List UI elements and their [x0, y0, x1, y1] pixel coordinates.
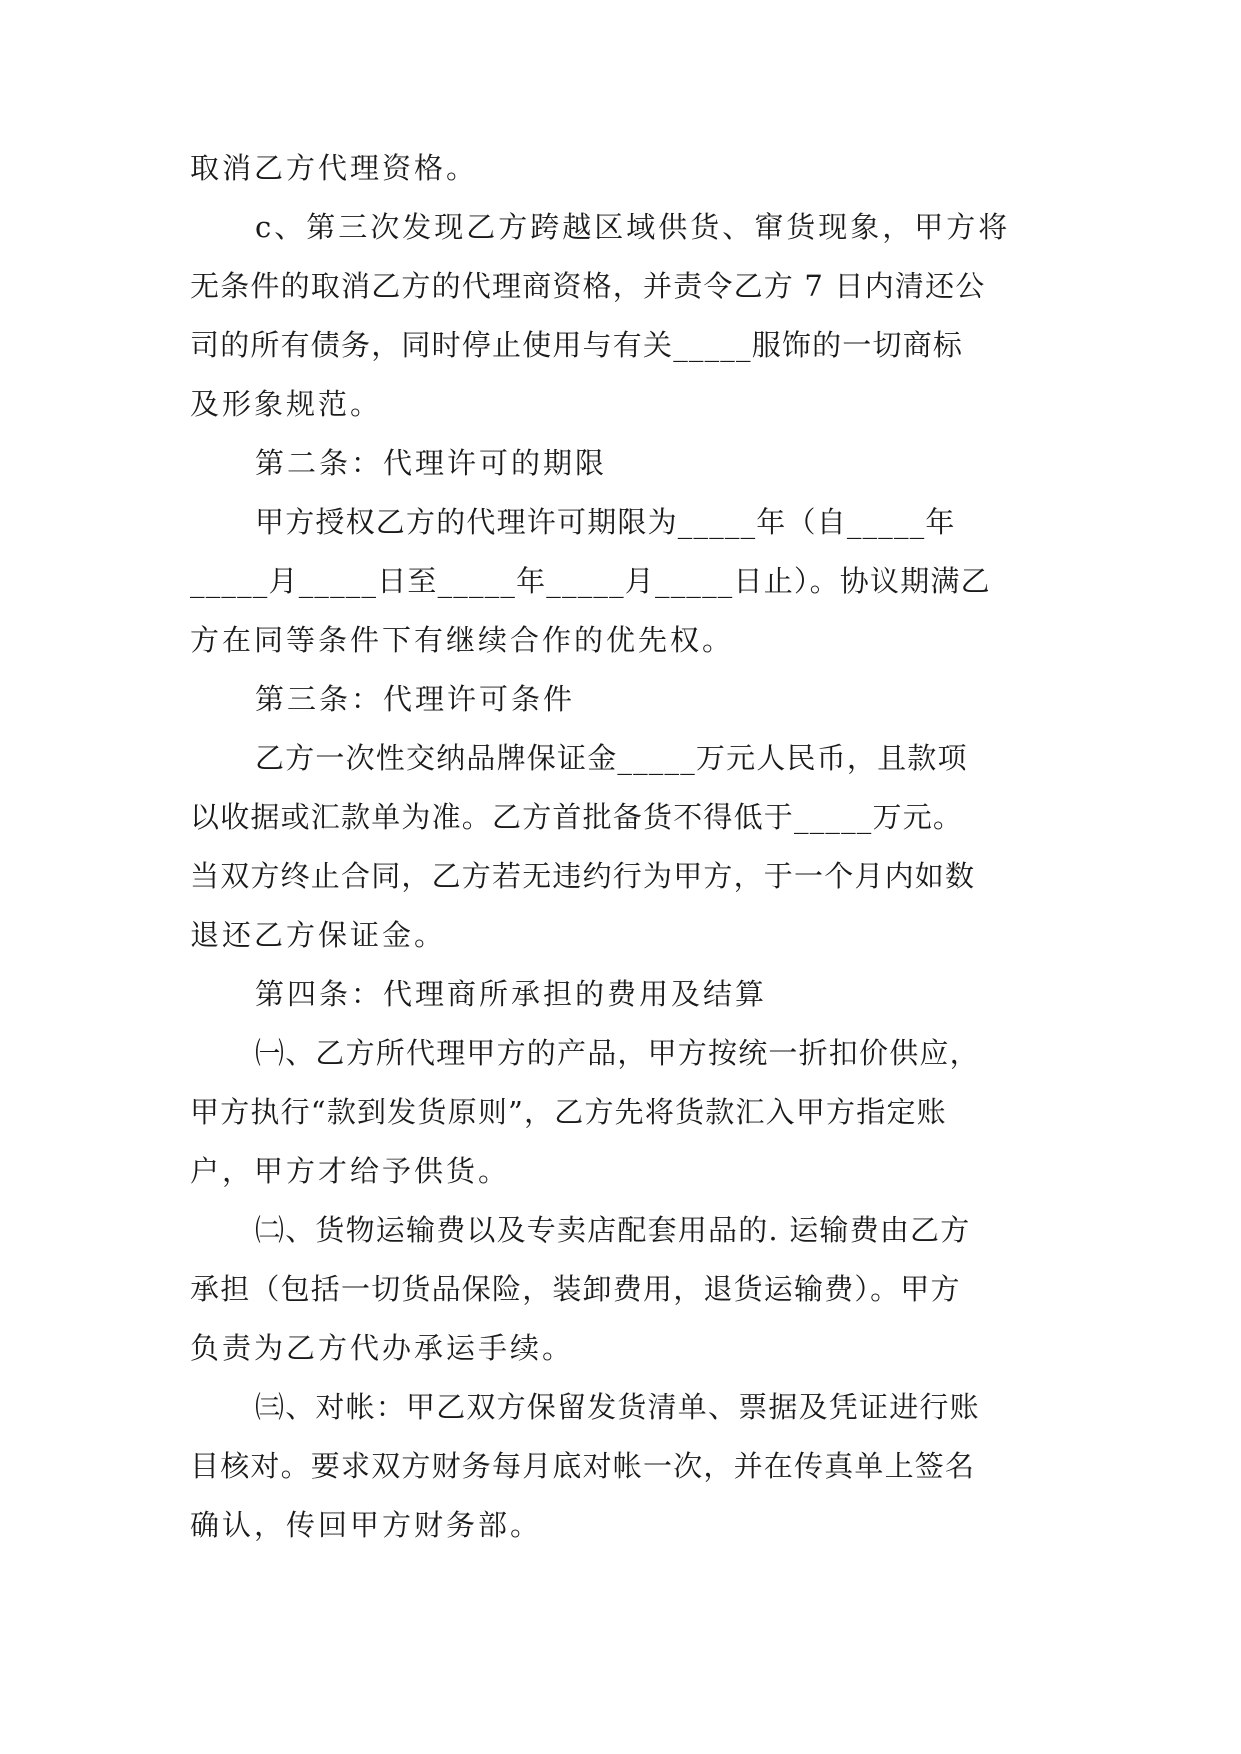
text-line: 方在同等条件下有继续合作的优先权。 [190, 623, 735, 657]
text-line: 及形象规范。 [190, 387, 383, 421]
text-line: 司的所有债务，同时停止使用与有关_____服饰的一切商标 [190, 328, 964, 362]
text-line: 取消乙方代理资格。 [190, 151, 479, 185]
text-line: 以收据或汇款单为准。乙方首批备货不得低于_____万元。 [190, 800, 964, 834]
text-line: 退还乙方保证金。 [190, 918, 447, 952]
text-line: 当双方终止合同，乙方若无违约行为甲方，于一个月内如数 [190, 859, 976, 893]
text-line: 户，甲方才给予供货。 [190, 1154, 511, 1188]
text-line: 承担（包括一切货品保险，装卸费用，退货运输费）。甲方 [190, 1272, 961, 1306]
text-line: 确认，传回甲方财务部。 [190, 1508, 543, 1542]
text-line: 无条件的取消乙方的代理商资格，并责令乙方 7 日内清还公 [190, 269, 986, 303]
section-heading: 第三条：代理许可条件 [255, 682, 576, 716]
text-line: ㈢、对帐：甲乙双方保留发货清单、票据及凭证进行账 [255, 1390, 980, 1424]
text-line: _____月_____日至_____年_____月_____日止）。协议期满乙 [190, 564, 991, 598]
section-heading: 第四条：代理商所承担的费用及结算 [255, 977, 768, 1011]
section-heading: 第二条：代理许可的期限 [255, 446, 608, 480]
text-line: 负责为乙方代办承运手续。 [190, 1331, 575, 1365]
text-line: ㈡、货物运输费以及专卖店配套用品的. 运输费由乙方 [255, 1213, 971, 1247]
text-line: 甲方执行“款到发货原则”，乙方先将货款汇入甲方指定账 [190, 1095, 947, 1129]
text-line: ㈠、乙方所代理甲方的产品，甲方按统一折扣价供应， [255, 1036, 980, 1070]
text-line: 目核对。要求双方财务每月底对帐一次，并在传真单上签名 [190, 1449, 976, 1483]
text-line: 乙方一次性交纳品牌保证金_____万元人民币，且款项 [255, 741, 968, 775]
text-line: 甲方授权乙方的代理许可期限为_____年（自_____年 [255, 505, 956, 539]
text-line: c、第三次发现乙方跨越区域供货、窜货现象，甲方将 [255, 210, 1011, 244]
